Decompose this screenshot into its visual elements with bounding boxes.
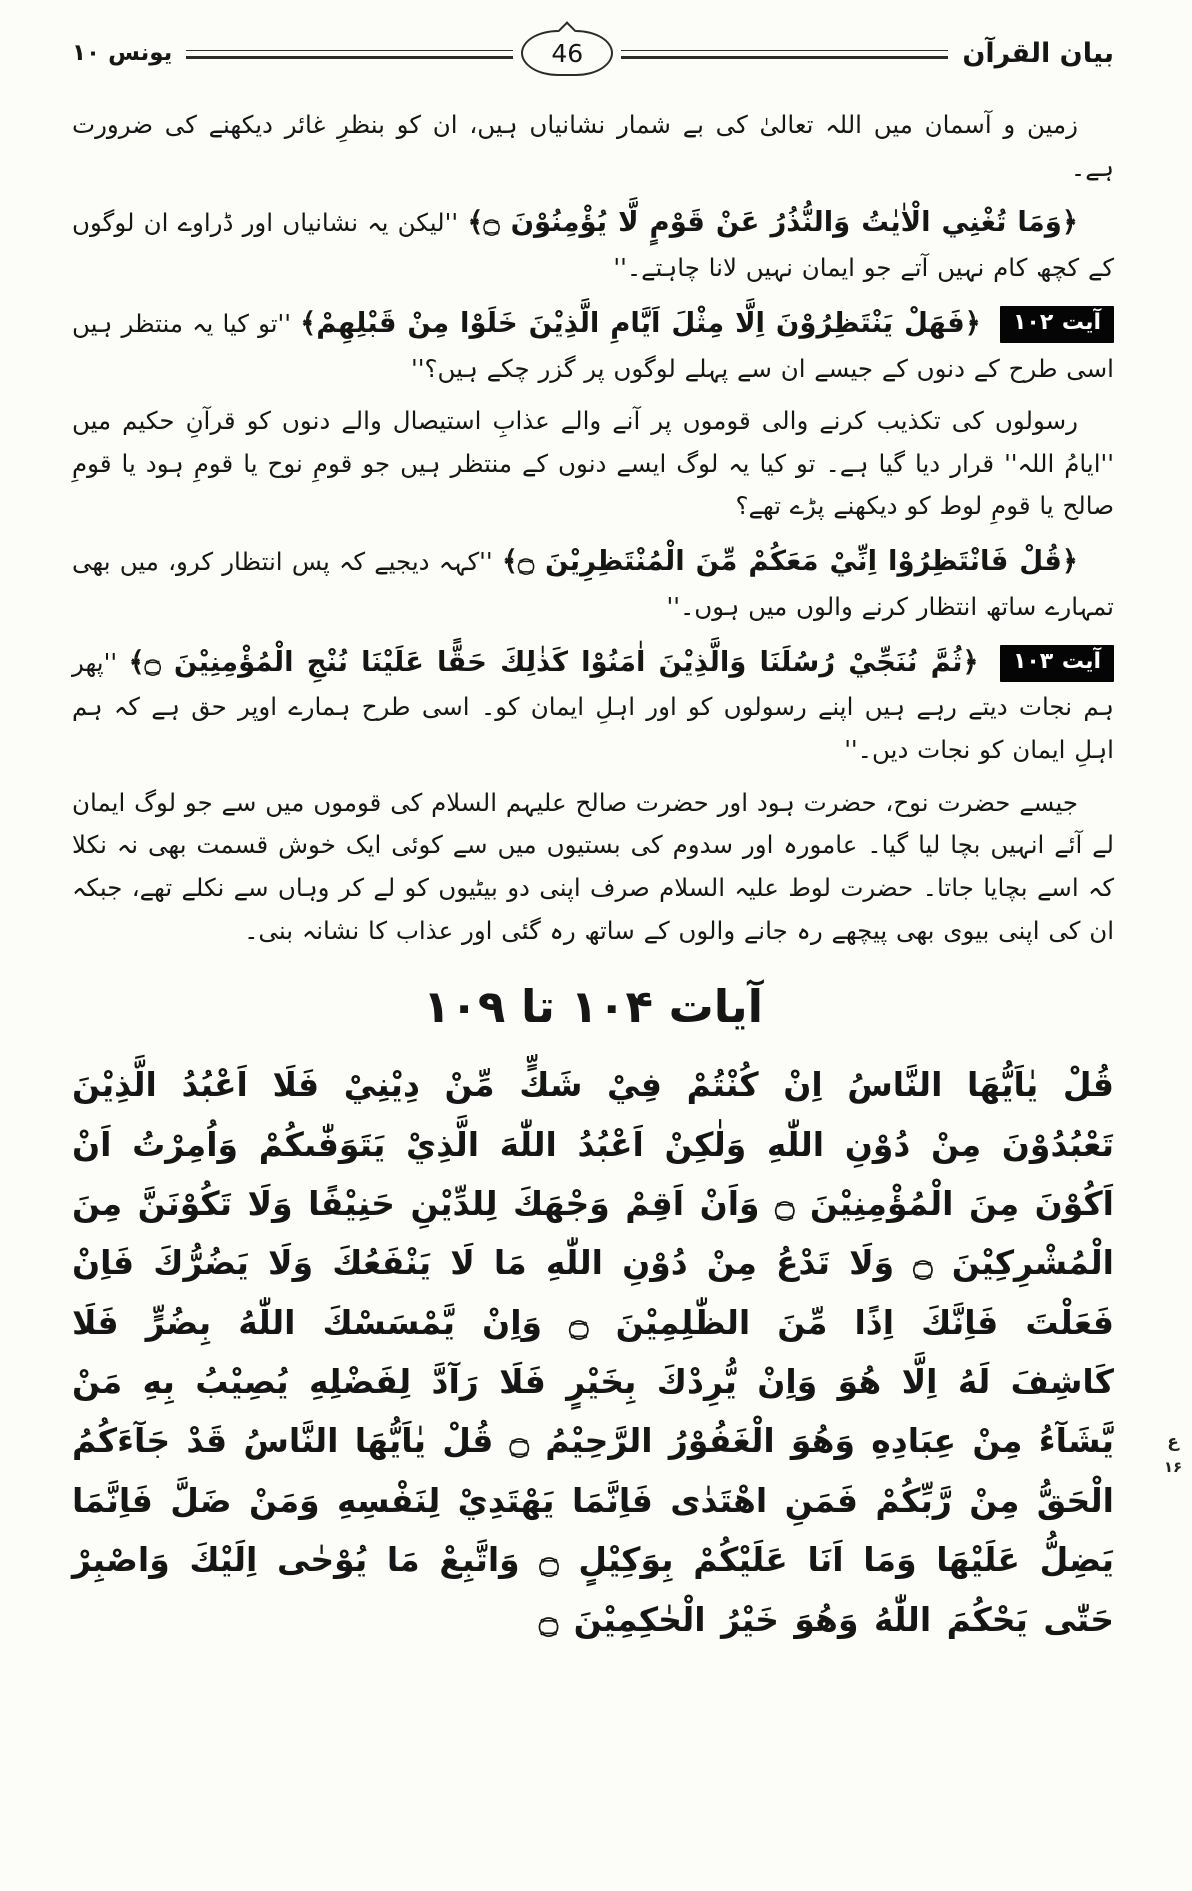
book-title: بیان القرآن (962, 37, 1114, 69)
ruku-number: ۱۶ (1163, 1457, 1183, 1476)
header-rule-left (186, 50, 513, 59)
paragraph-intro: زمین و آسمان میں اللہ تعالیٰ کی بے شمار نشانیاں ہیں، ان کو بنظرِ غائر دیکھنے کی ضرورت ہے۔ (72, 110, 1114, 182)
ruku-symbol: ع (1167, 1432, 1179, 1452)
paragraph-qisas: جیسے حضرت نوح، حضرت ہود اور حضرت صالح علیہم السلام کی قوموں میں سے جو لوگ ایمان لے آئے انہیں بچا لیا گیا۔ عامورہ اور سدوم کی بستیوں میں سے کوئی ایک خوش قسمت بھی نہ نکلا کہ اسے بچایا جاتا۔ حضرت لوط علیہ السلام صرف اپنی دو بیٹیوں کو لے کر وہاں سے نکلے تھے، جبکہ ان کی اپنی بیوی بھی پیچھے رہ جانے والوں کے ساتھ رہ گئی اور عذاب کا نشانہ بنی۔ (72, 787, 1114, 945)
translation-101: ''لیکن یہ نشانیاں اور ڈراوے ان لوگوں کے کچھ کام نہیں آتے جو ایمان نہیں لانا چاہتے۔'' (72, 208, 1114, 283)
translation-103: ''پھر ہم نجات دیتے رہے ہیں اپنے رسولوں کو اور اہلِ ایمان کو۔ اسی طرح ہمارے اوپر حق ہے کہ ہم اہلِ ایمان کو نجات دیں۔'' (72, 647, 1114, 764)
translation-102b: ''کہہ دیجیے کہ پس انتظار کرو، میں بھی تمہارے ساتھ انتظار کرنے والوں میں ہوں۔'' (72, 547, 1114, 621)
surah-label: یونس ۱۰ (72, 40, 173, 66)
quran-passage: قُلْ يٰاَيُّهَا النَّاسُ اِنْ كُنْتُمْ فِيْ شَكٍّ مِّنْ دِيْنِيْ فَلَا اَعْبُدُ الَّذِيْنَ تَعْبُدُوْنَ مِنْ دُوْنِ اللّٰهِ وَلٰكِنْ اَعْبُدُ اللّٰهَ الَّذِيْ يَتَوَفّٰىكُمْ وَاُمِرْتُ اَنْ اَكُوْنَ مِنَ الْمُؤْمِنِيْنَ ۝ وَاَنْ اَقِمْ وَجْهَكَ لِلدِّيْنِ حَنِيْفًا وَلَا تَكُوْنَنَّ مِنَ الْمُشْرِكِيْنَ ۝ وَلَا تَدْعُ مِنْ دُوْنِ اللّٰهِ مَا لَا يَنْفَعُكَ وَلَا يَضُرُّكَ فَاِنْ فَعَلْتَ فَاِنَّكَ اِذًا مِّنَ الظّٰلِمِيْنَ ۝ وَاِنْ يَّمْسَسْكَ اللّٰهُ بِضُرٍّ فَلَا كَاشِفَ لَهُ اِلَّا هُوَ وَاِنْ يُّرِدْكَ بِخَيْرٍ فَلَا رَآدَّ لِفَضْلِهِ يُصِيْبُ بِهِ مَنْ يَّشَآءُ مِنْ عِبَادِهِ وَهُوَ الْغَفُوْرُ الرَّحِيْمُ ۝ قُلْ يٰاَيُّهَا النَّاسُ قَدْ جَآءَكُمُ الْحَقُّ مِنْ رَّبِّكُمْ فَمَنِ اهْتَدٰى فَاِنَّمَا يَهْتَدِيْ لِنَفْسِهِ وَمَنْ ضَلَّ فَاِنَّمَا يَضِلُّ عَلَيْهَا وَمَا اَنَا عَلَيْكُمْ بِوَكِيْلٍ ۝ وَاتَّبِعْ مَا يُوْحٰى اِلَيْكَ وَاصْبِرْ حَتّٰى يَحْكُمَ اللّٰهُ وَهُوَ خَيْرُ الْحٰكِمِيْنَ ۝ (72, 1065, 1114, 1639)
arabic-verse-102b: ﴿قُلْ فَانْتَظِرُوْا اِنِّيْ مَعَكُمْ مِّنَ الْمُنْتَظِرِيْنَ ۝﴾ (501, 545, 1078, 578)
page-header (72, 30, 1114, 76)
ruku-margin-note (1158, 1430, 1188, 1478)
section-heading: آیات ۱۰۴ تا ۱۰۹ (422, 980, 764, 1034)
ayat-102-block (72, 300, 1114, 390)
arabic-verse-101: ﴿وَمَا تُغْنِي الْاٰيٰتُ وَالنُّذُرُ عَنْ قَوْمٍ لَّا يُؤْمِنُوْنَ ۝﴾ (467, 206, 1078, 239)
arabic-verse-102: ﴿فَهَلْ يَنْتَظِرُوْنَ اِلَّا مِثْلَ اَيَّامِ الَّذِيْنَ خَلَوْا مِنْ قَبْلِهِمْ﴾ (300, 306, 981, 339)
paragraph-rusul: رسولوں کی تکذیب کرنے والی قوموں پر آنے والے عذابِ استیصال والے دنوں کو قرآنِ حکیم میں ''ایامُ اللہ'' قرار دیا گیا ہے۔ تو کیا یہ لوگ ایسے دنوں کے منتظر ہیں جو قومِ نوح یا قومِ ہود یا قومِ صالح یا قومِ لوط کو دیکھنے پڑے تھے؟ (72, 406, 1114, 521)
ayat-103-block (72, 639, 1114, 772)
page-number-ornament (521, 30, 613, 76)
ayat-102-badge: آیت ۱۰۲ (1000, 306, 1114, 343)
page-number: 46 (551, 38, 584, 68)
verse-block-101 (72, 199, 1114, 289)
verse-block-102b (72, 538, 1114, 628)
header-rule-right (621, 50, 948, 59)
ayat-103-badge: آیت ۱۰۳ (1000, 645, 1114, 682)
arabic-verse-103: ﴿ثُمَّ نُنَجِّيْ رُسُلَنَا وَالَّذِيْنَ اٰمَنُوْا كَذٰلِكَ حَقًّا عَلَيْنَا نُنْجِ الْمُؤْمِنِيْنَ ۝﴾ (128, 645, 979, 678)
translation-102: ''تو کیا یہ منتظر ہیں اسی طرح کے دنوں کے جیسے ان سے پہلے لوگوں پر گزر چکے ہیں؟'' (72, 308, 1114, 383)
